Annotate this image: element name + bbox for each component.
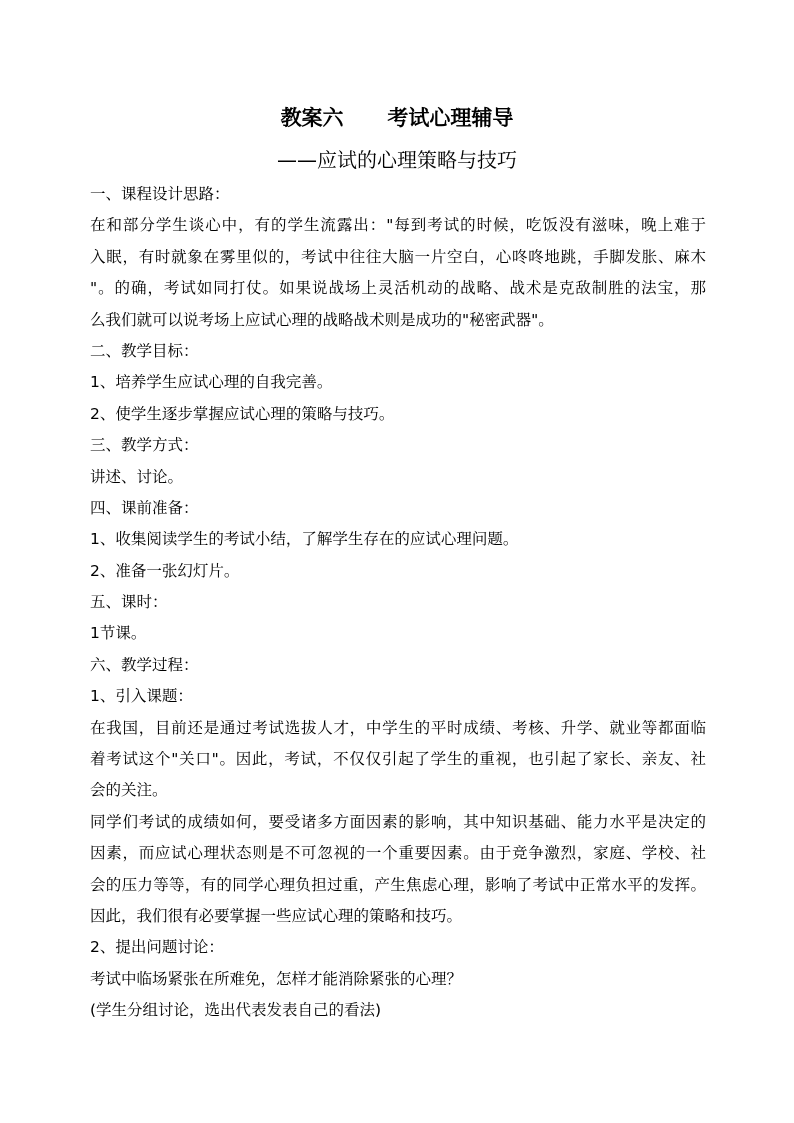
text-line: 六、教学过程：: [90, 655, 199, 674]
text-line: 三、教学方式：: [90, 436, 199, 455]
text-line: 1、引入课题：: [90, 687, 193, 706]
text-line: 讲述、讨论。: [90, 467, 184, 486]
text-line: 会的压力等等，有的同学心理负担过重，产生焦虑心理，影响了考试中正常水平的发挥。: [90, 875, 706, 894]
text-line: 四、课前准备：: [90, 498, 199, 517]
text-line: 着考试这个"关口"。因此，考试，不仅仅引起了学生的重视，也引起了家长、亲友、社: [90, 750, 706, 769]
text-line: 同学们考试的成绩如何，要受诸多方面因素的影响，其中知识基础、能力水平是决定的: [90, 812, 706, 831]
text-line: 2、使学生逐步掌握应试心理的策略与技巧。: [90, 404, 395, 423]
text-line: 1节课。: [90, 624, 147, 643]
text-line: 入眠，有时就象在雾里似的，考试中往往大脑一片空白，心咚咚地跳，手脚发胀、麻木: [90, 247, 706, 266]
text-line: 2、准备一张幻灯片。: [90, 561, 240, 580]
text-line: "。的确，考试如同打仗。如果说战场上灵活机动的战略、战术是克敌制胜的法宝，那: [90, 279, 706, 298]
text-line: 在我国，目前还是通过考试选拔人才，中学生的平时成绩、考核、升学、就业等都面临: [90, 718, 706, 737]
text-line: (学生分组讨论，选出代表发表自己的看法): [90, 1001, 382, 1020]
page-subtitle: ——应试的心理策略与技巧: [277, 148, 517, 172]
document-body: [90, 179, 706, 1027]
text-line: 因此，我们很有必要掌握一些应试心理的策略和技巧。: [90, 906, 463, 925]
text-line: 一、课程设计思路：: [90, 185, 230, 203]
text-line: 二、教学目标：: [90, 341, 199, 360]
text-line: 考试中临场紧张在所难免，怎样才能消除紧张的心理？: [90, 969, 463, 988]
page-title: 教案六 考试心理辅导: [280, 106, 514, 130]
text-line: 因素，而应试心理状态则是不可忽视的一个重要因素。由于竞争激烈，家庭、学校、社: [90, 844, 706, 863]
text-line: 1、培养学生应试心理的自我完善。: [90, 373, 333, 392]
text-line: 1、收集阅读学生的考试小结，了解学生存在的应试心理问题。: [90, 530, 519, 549]
text-line: 在和部分学生谈心中，有的学生流露出："每到考试的时候，吃饭没有滋味，晚上难于: [90, 216, 706, 235]
text-line: 么我们就可以说考场上应试心理的战略战术则是成功的"秘密武器"。: [90, 310, 554, 329]
text-line: 2、提出问题讨论：: [90, 938, 224, 957]
text-line: 五、课时：: [90, 593, 168, 612]
text-line: 会的关注。: [90, 781, 168, 800]
